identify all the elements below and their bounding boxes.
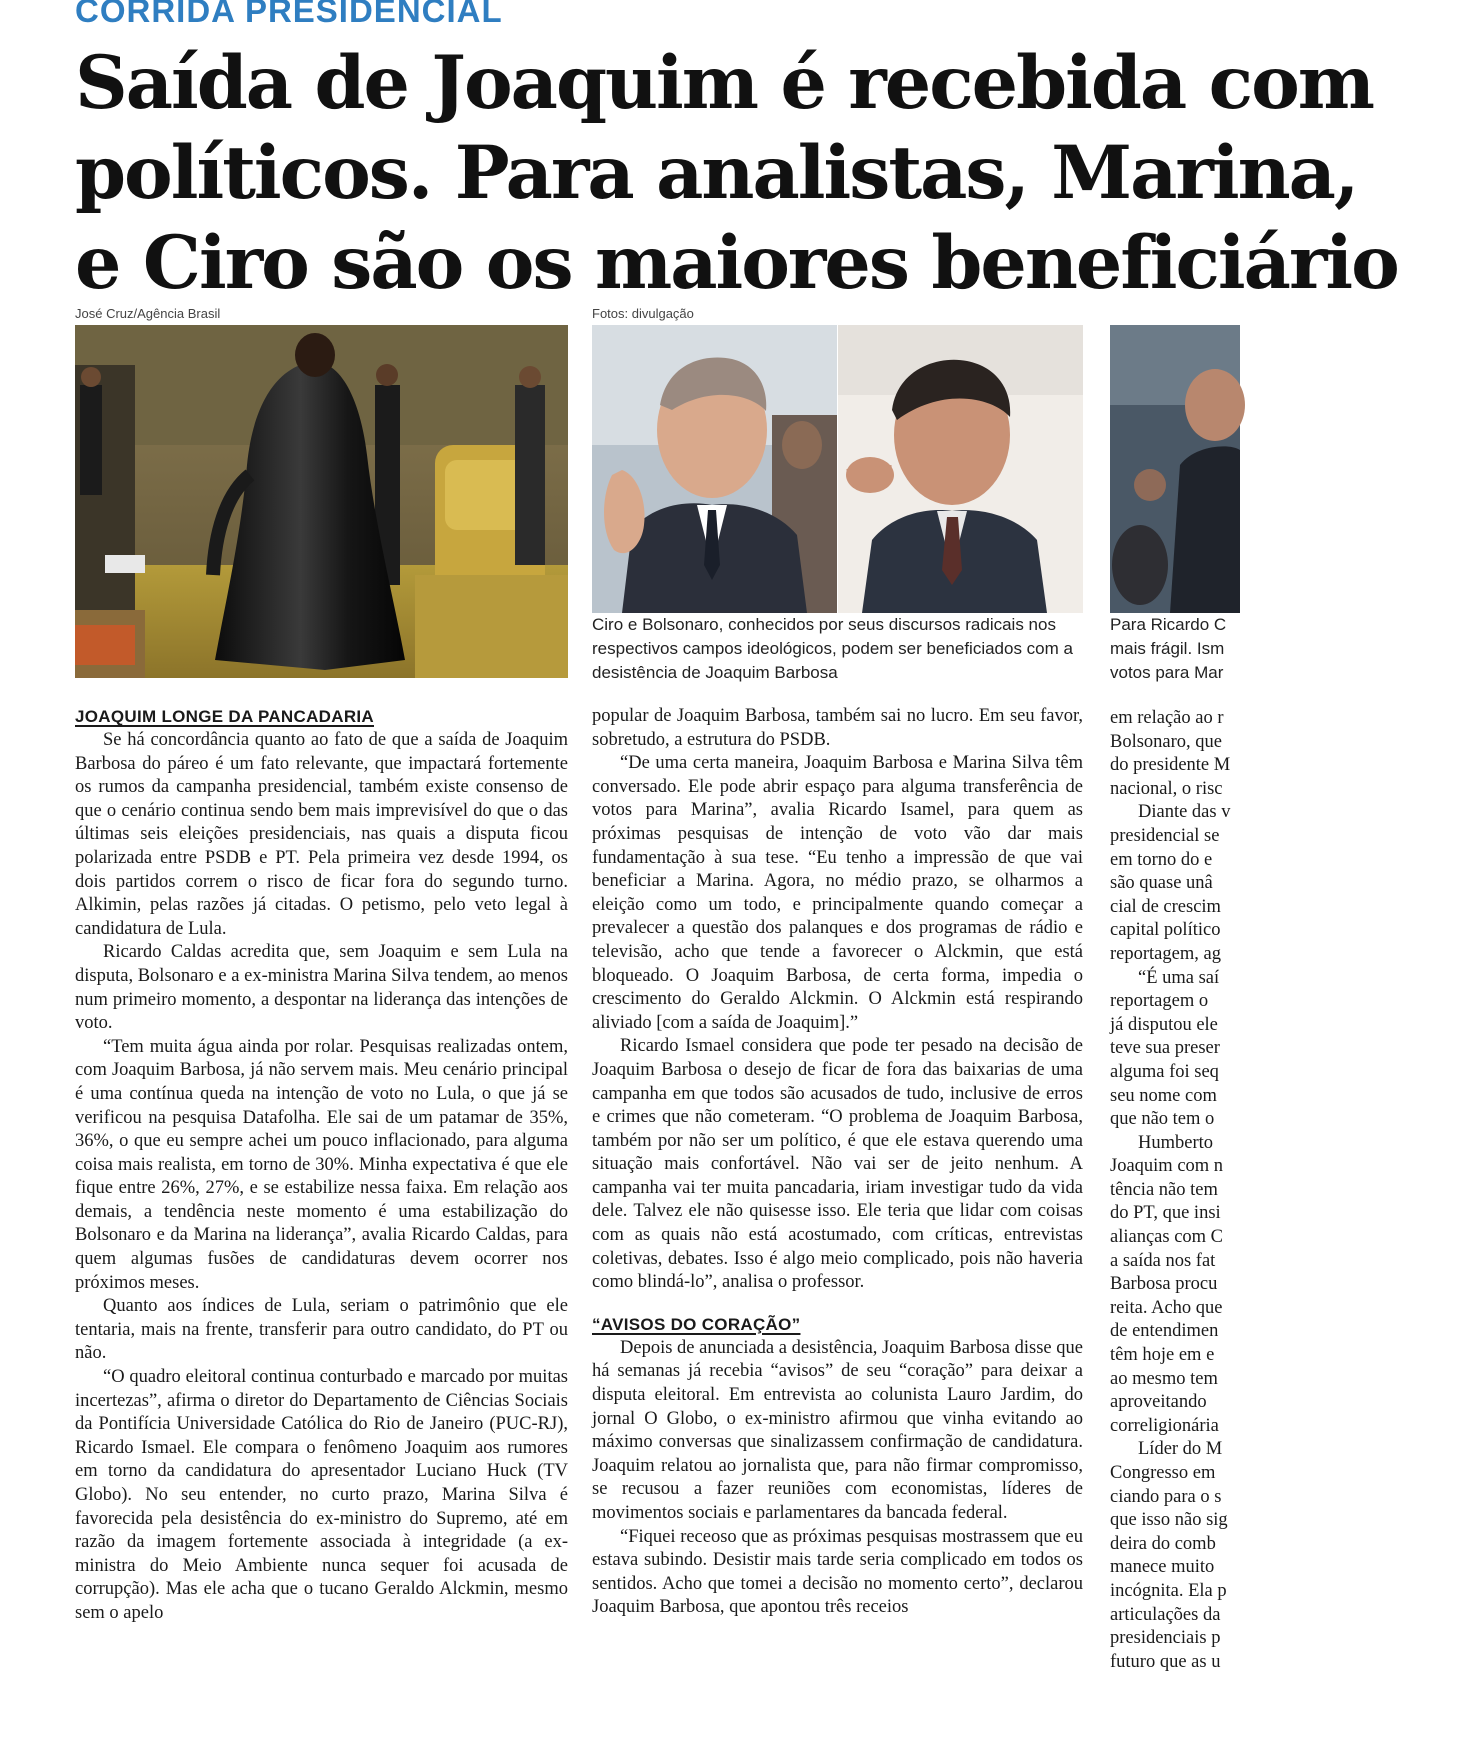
article-line-fragment: que não tem o <box>1110 1109 1215 1130</box>
article-line-fragment: tência não tem <box>1110 1179 1218 1200</box>
article-line-fragment: que isso não sig <box>1110 1510 1228 1531</box>
subheading-avisos-do-coracao: “AVISOS DO CORAÇÃO” <box>592 1314 801 1334</box>
article-line-fragment: incógnita. Ela p <box>1110 1580 1227 1601</box>
article-line-fragment: articulações da <box>1110 1604 1221 1625</box>
article-line-fragment: cial de crescim <box>1110 896 1221 917</box>
article-line-fragment: Joaquim com n <box>1110 1156 1224 1177</box>
photo-credit-2: Fotos: divulgação <box>592 306 694 321</box>
article-line-fragment: são quase unâ <box>1110 873 1213 894</box>
article-line-fragment: em torno do e <box>1110 849 1213 870</box>
photo-caption-3-line: mais frágil. Ism <box>1110 639 1225 658</box>
article-line-fragment: do PT, que insi <box>1110 1203 1221 1224</box>
photo-caption-3 <box>1110 613 1240 685</box>
subheading-joaquim-longe: JOAQUIM LONGE DA PANCADARIA <box>75 707 374 726</box>
photo-ciro-bolsonaro-illustration <box>592 325 1083 613</box>
article-line-fragment: Barbosa procu <box>1110 1274 1218 1295</box>
article-line-fragment: aproveitando <box>1110 1392 1207 1413</box>
article-paragraph: “O quadro eleitoral continua conturbado e marcado por muitas incertezas”, afirma o diretor do Departamento de Ciências Sociais da Pontifícia Universidade Católica do Rio de Janeiro (PUC-RJ), Ricardo Ismael. Ele compara o fenômeno Joaquim aos rumores em torno da candidatura do apresentador Luciano Huck (TV Globo). No seu entender, no curto prazo, Marina Silva é favorecida pela desistência do ex-ministro do Supremo, até em razão da imagem fortemente associada à integridade (a ex-ministra do Meio Ambiente nunca sequer foi acusada de corrupção). Mas ele acha que o tucano Geraldo Alckmin, mesmo sem o apelo <box>75 1367 568 1623</box>
photo-caption-3-line: Para Ricardo C <box>1110 615 1227 634</box>
article-line-fragment: deira do comb <box>1110 1533 1216 1554</box>
article-paragraph: Quanto aos índices de Lula, seriam o patrimônio que ele tentaria, mais na frente, transferir para outro candidato, do PT ou não. <box>75 1296 568 1364</box>
article-column-3 <box>1110 707 1240 1674</box>
headline-line-1: Saída de Joaquim é recebida com <box>75 40 1374 126</box>
article-line-fragment: Congresso em <box>1110 1463 1216 1483</box>
headline-line-3: e Ciro são os maiores beneficiário <box>75 220 1398 306</box>
article-line-fragment: manece muito <box>1110 1557 1215 1578</box>
article-line-fragment: Humberto <box>1138 1132 1214 1153</box>
article-line-fragment: reportagem o <box>1110 991 1209 1012</box>
article-line-fragment: “É uma saí <box>1138 967 1220 988</box>
section-kicker: CORRIDA PRESIDENCIAL <box>75 0 503 29</box>
article-paragraph: Ricardo Ismael considera que pode ter pesado na decisão de Joaquim Barbosa o desejo de ficar de fora das baixarias de uma campanha em que todos são acusados de tudo, inclusive de erros e crimes que não cometeram. “O problema de Joaquim Barbosa, também por não ser um político, é que ele estava querendo uma situação mais confortável. Não vai ser de jeito nenhum. A campanha vai ter muita pancadaria, iriam investigar tudo da vida dele. Talvez ele não quisesse isso. Ele teria que lidar com coisas com as quais não está acostumado, com críticas, entrevistas coletivas, debates. Isso é algo meio complicado, pois não haveria como blindá-lo”, analisa o professor. <box>592 1036 1083 1293</box>
article-line-fragment: reportagem, ag <box>1110 943 1221 964</box>
article-paragraph: “De uma certa maneira, Joaquim Barbosa e Marina Silva têm conversado. Ele pode abrir espaço para alguma transferência de votos para Marina”, avalia Ricardo Isamel, para quem as próximas pesquisas de intenção de voto vão dar mais fundamentação à sua tese. “Eu tenho a impressão de que vai beneficiar a Marina. Agora, no médio prazo, se olharmos a eleição como um todo, e principalmente quando começar a prevalecer a questão dos palanques e dos programas de rádio e televisão, acho que tende a favorecer o Alckmin, que está bloqueado. O Joaquim Barbosa, de certa forma, impedia o crescimento do Geraldo Alckmin. O Alckmin está respirando aliviado [com a saída de Joaquim].” <box>592 753 1083 1033</box>
article-line-fragment: presidencial se <box>1110 825 1220 846</box>
photo-justice-in-robe-illustration <box>75 325 568 678</box>
article-paragraph: “Fiquei receoso que as próximas pesquisas mostrassem que eu estava subindo. Desistir mais tarde seria complicado em todos os sentidos. Acho que tomei a decisão no momento certo”, declarou Joaquim Barbosa, que apontou três receios <box>592 1526 1083 1618</box>
article-line-fragment: do presidente M <box>1110 755 1231 776</box>
photo-justice-in-robe <box>75 325 568 678</box>
headline-line-2: políticos. Para analistas, Marina, <box>75 130 1358 216</box>
article-paragraph: Depois de anunciada a desistência, Joaquim Barbosa disse que há semanas já recebia “avisos” de seu “coração” para deixar a disputa eleitoral. Em entrevista ao colunista Lauro Jardim, do jornal O Globo, o ex-ministro afirmou que vinha evitando ao máximo conversas que sinalizassem confirmação de candidatura. Joaquim relatou ao jornalista que, para não firmar compromisso, se recusou a fazer reuniões com economistas, líderes de movimentos sociais e parlamentares da bancada federal. <box>592 1337 1083 1523</box>
article-column-1 <box>75 705 568 1626</box>
article-line-fragment: presidenciais p <box>1110 1628 1221 1649</box>
photo-ciro-bolsonaro <box>592 325 1083 613</box>
article-line-fragment: correligionária <box>1110 1415 1219 1436</box>
article-line-fragment: em relação ao r <box>1110 708 1224 728</box>
article-line-fragment: têm hoje em e <box>1110 1345 1215 1366</box>
photo-caption-3-line: votos para Mar <box>1110 663 1224 682</box>
article-line-fragment: já disputou ele <box>1110 1014 1218 1035</box>
article-line-fragment: teve sua preser <box>1110 1038 1220 1059</box>
article-paragraph: Se há concordância quanto ao fato de que a saída de Joaquim Barbosa do páreo é um fato relevante, que impactará fortemente os rumos da campanha presidencial, também existe consenso de que o cenário continua sendo bem mais imprevisível do que o das últimas seis eleições presidenciais, nas quais a disputa ficou polarizada entre PSDB e PT. Pela primeira vez desde 1994, os dois partidos correm o risco de ficar fora do segundo turno. Alkimin, pelas razões já citadas. O petismo, pelo veto legal à candidatura de Lula. <box>75 730 568 939</box>
article-line-fragment: Bolsonaro, que <box>1110 731 1223 752</box>
headline <box>75 38 1475 308</box>
article-line-fragment: ao mesmo tem <box>1110 1368 1218 1389</box>
article-column-2 <box>592 705 1083 1620</box>
photo-caption-2: Ciro e Bolsonaro, conhecidos por seus discursos radicais nos respectivos campos ideológicos, podem ser beneficiados com a desistência de Joaquim Barbosa <box>592 615 1073 682</box>
article-line-fragment: Líder do M <box>1138 1439 1223 1460</box>
article-line-fragment: a saída nos fat <box>1110 1250 1216 1271</box>
article-line-fragment: seu nome com <box>1110 1085 1217 1106</box>
article-line-fragment: ciando para o s <box>1110 1486 1222 1507</box>
article-line-fragment: alguma foi seq <box>1110 1061 1219 1082</box>
article-line-fragment: alianças com C <box>1110 1227 1224 1248</box>
article-line-fragment: Diante das v <box>1138 802 1231 823</box>
article-paragraph: “Tem muita água ainda por rolar. Pesquisas realizadas ontem, com Joaquim Barbosa, já não servem mais. Meu cenário principal é uma contínua queda na intenção de voto no Lula, o que já se verificou na pesquisa Datafolha. Ele sai de um patamar de 35%, 36%, o que eu sempre achei um pouco inflacionado, para alguma coisa mais realista, em torno de 30%. Minha expectativa é que ele fique entre 26%, 27%, e se estabilize nessa faixa. Em relação aos demais, a tendência neste momento é uma estabilização do Bolsonaro e da Marina na liderança”, avalia Ricardo Caldas, para quem algumas fusões de candidaturas devem ocorrer nos próximos meses. <box>75 1036 568 1293</box>
article-line-fragment: futuro que as u <box>1110 1651 1221 1672</box>
photo-third <box>1110 325 1240 613</box>
article-paragraph: popular de Joaquim Barbosa, também sai no lucro. Em seu favor, sobretudo, a estrutura do PSDB. <box>592 706 1083 750</box>
article-line-fragment: nacional, o risc <box>1110 778 1223 799</box>
photo-third-illustration <box>1110 325 1240 613</box>
article-line-fragment: reita. Acho que <box>1110 1297 1223 1318</box>
article-line-fragment: capital político <box>1110 920 1221 941</box>
article-line-fragment: de entendimen <box>1110 1321 1219 1342</box>
article-paragraph: Ricardo Caldas acredita que, sem Joaquim e sem Lula na disputa, Bolsonaro e a ex-ministra Marina Silva tendem, ao menos num primeiro momento, a despontar na liderança das intenções de voto. <box>75 942 568 1034</box>
photo-credit-1: José Cruz/Agência Brasil <box>75 306 221 321</box>
